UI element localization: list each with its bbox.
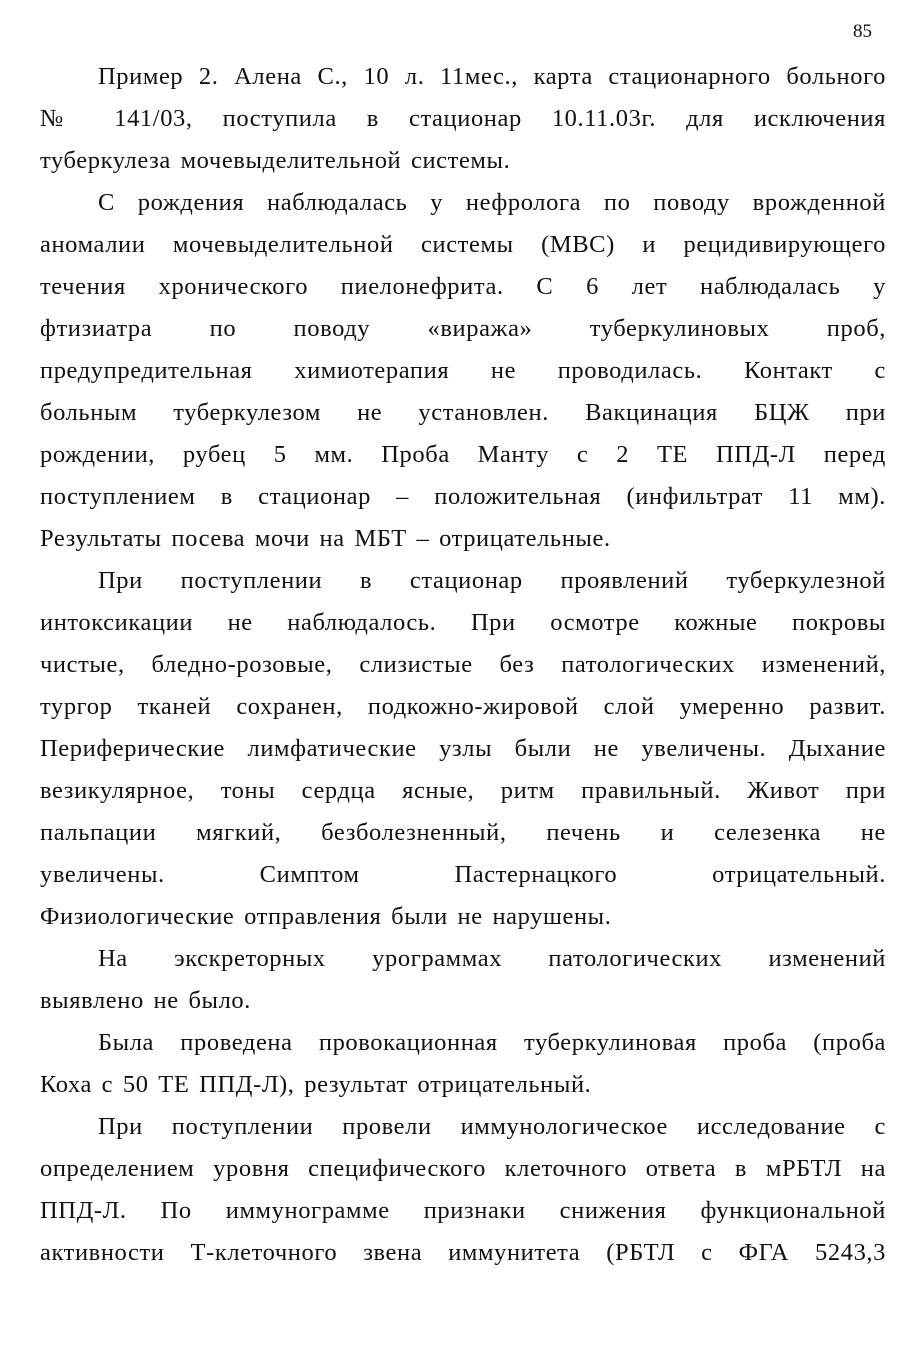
text-line: тургор тканей сохранен, подкожно-жировой слой умеренно развит. [40,693,886,720]
text-line: течения хронического пиелонефрита. С 6 лет наблюдалась у [40,273,886,300]
text-line: При поступлении провели иммунологическое исследование с [98,1113,886,1140]
text-line: При поступлении в стационар проявлений туберкулезной [98,567,886,594]
text-line: Периферические лимфатические узлы были не увеличены. Дыхание [40,735,886,762]
text-line: интоксикации не наблюдалось. При осмотре кожные покровы [40,609,886,636]
text-line: ППД-Л. По иммунограмме признаки снижения функциональной [40,1197,886,1224]
paragraph [40,182,886,560]
text-line: № 141/03, поступила в стационар 10.11.03г. для исключения [40,105,886,132]
text-line: С рождения наблюдалась у нефролога по поводу врожденной [98,189,886,216]
paragraph [40,560,886,938]
text-line: Коха с 50 ТЕ ППД-Л), результат отрицательный. [40,1071,592,1098]
text-line: Была проведена провокационная туберкулиновая проба (проба [98,1029,886,1056]
text-line: туберкулеза мочевыделительной системы. [40,147,511,174]
paragraph [40,1022,886,1106]
text-line: предупредительная химиотерапия не проводилась. Контакт с [40,357,886,384]
text-line: фтизиатра по поводу «виража» туберкулиновых проб, [40,315,886,342]
text-line: везикулярное, тоны сердца ясные, ритм правильный. Живот при [40,777,886,804]
paragraph [40,1106,886,1274]
text-line: Пример 2. Алена С., 10 л. 11мес., карта стационарного больного [98,63,886,90]
text-line: поступлением в стационар – положительная (инфильтрат 11 мм). [40,483,886,510]
text-line: чистые, бледно-розовые, слизистые без патологических изменений, [40,651,886,678]
text-line: аномалии мочевыделительной системы (МВС) и рецидивирующего [40,231,886,258]
paragraph [40,56,886,182]
text-line: рождении, рубец 5 мм. Проба Манту с 2 ТЕ ППД-Л перед [40,441,886,468]
text-line: определением уровня специфического клеточного ответа в мРБТЛ на [40,1155,886,1182]
text-line: Физиологические отправления были не нарушены. [40,903,612,930]
page-number: 85 [853,21,872,42]
text-line: больным туберкулезом не установлен. Вакцинация БЦЖ при [40,399,886,426]
text-line: выявлено не было. [40,987,251,1014]
paragraph [40,938,886,1022]
text-line: пальпации мягкий, безболезненный, печень и селезенка не [40,819,886,846]
text-line: увеличены. Симптом Пастернацкого отрицательный. [40,861,886,888]
text-line: активности Т-клеточного звена иммунитета (РБТЛ с ФГА 5243,3 [40,1239,886,1266]
text-line: На экскреторных урограммах патологических изменений [98,945,886,972]
text-line: Результаты посева мочи на МБТ – отрицательные. [40,525,611,552]
document-body [40,56,886,1274]
